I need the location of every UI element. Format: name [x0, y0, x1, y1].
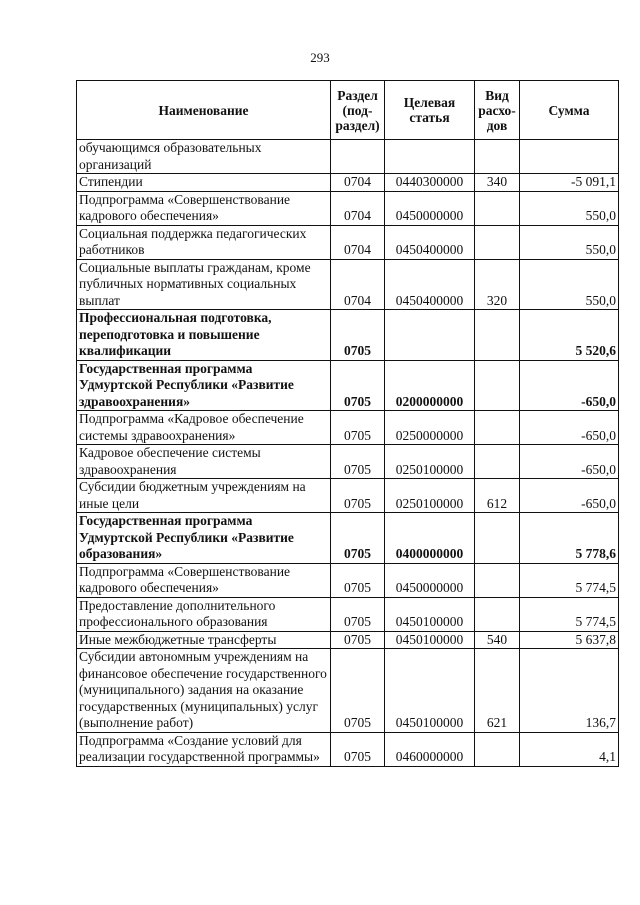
row-expense-type-cell: [475, 563, 520, 597]
row-section-cell: 0705: [331, 445, 385, 479]
table-row: [77, 732, 619, 766]
table-row: [77, 563, 619, 597]
row-expense-type-cell: [475, 513, 520, 564]
table-row: [77, 513, 619, 564]
budget-table: [76, 80, 619, 767]
table-row: [77, 597, 619, 631]
table-row: [77, 225, 619, 259]
row-amount-cell: 5 637,8: [520, 631, 619, 649]
row-amount-cell: -650,0: [520, 360, 619, 411]
row-name-cell: Субсидии бюджетным учреждениям на иные цели: [77, 479, 331, 513]
row-article-cell: 0450400000: [385, 225, 475, 259]
row-name-cell: Иные межбюджетные трансферты: [77, 631, 331, 649]
table-row: [77, 191, 619, 225]
row-section-cell: 0705: [331, 563, 385, 597]
row-amount-cell: 5 774,5: [520, 597, 619, 631]
page-number: 293: [310, 50, 330, 65]
row-section-cell: 0705: [331, 360, 385, 411]
row-section-cell: 0704: [331, 259, 385, 310]
row-name-cell: Государственная программа Удмуртской Республики «Развитие здравоохранения»: [77, 360, 331, 411]
row-name-cell: Профессиональная подготовка, переподготовка и повышение квалификации: [77, 310, 331, 361]
row-expense-type-cell: 340: [475, 174, 520, 192]
row-section-cell: 0705: [331, 597, 385, 631]
row-expense-type-cell: [475, 597, 520, 631]
row-amount-cell: 136,7: [520, 649, 619, 733]
row-article-cell: [385, 140, 475, 174]
row-section-cell: 0705: [331, 479, 385, 513]
row-section-cell: 0704: [331, 191, 385, 225]
row-name-cell: Субсидии автономным учреждениям на финансовое обеспечение государственного (муниципального) задания на оказание государственных (муниципальных) услуг (выполнение работ): [77, 649, 331, 733]
row-expense-type-cell: [475, 732, 520, 766]
row-expense-type-cell: 621: [475, 649, 520, 733]
table-row: [77, 140, 619, 174]
row-amount-cell: -650,0: [520, 479, 619, 513]
row-name-cell: Предоставление дополнительного профессионального образования: [77, 597, 331, 631]
row-amount-cell: [520, 140, 619, 174]
row-expense-type-cell: [475, 310, 520, 361]
table-row: [77, 411, 619, 445]
row-article-cell: 0450000000: [385, 563, 475, 597]
header-name: Наименование: [77, 81, 331, 140]
table-row: [77, 649, 619, 733]
row-name-cell: Подпрограмма «Совершенствование кадрового обеспечения»: [77, 191, 331, 225]
row-expense-type-cell: [475, 360, 520, 411]
row-amount-cell: 5 778,6: [520, 513, 619, 564]
row-article-cell: 0450100000: [385, 631, 475, 649]
row-article-cell: 0450100000: [385, 649, 475, 733]
row-article-cell: 0250100000: [385, 445, 475, 479]
row-amount-cell: 5 520,6: [520, 310, 619, 361]
row-article-cell: 0400000000: [385, 513, 475, 564]
table-header-row: [77, 81, 619, 140]
row-name-cell: Социальные выплаты гражданам, кроме публичных нормативных социальных выплат: [77, 259, 331, 310]
row-amount-cell: 4,1: [520, 732, 619, 766]
row-name-cell: Подпрограмма «Кадровое обеспечение системы здравоохранения»: [77, 411, 331, 445]
row-section-cell: 0704: [331, 225, 385, 259]
row-name-cell: Кадровое обеспечение системы здравоохранения: [77, 445, 331, 479]
table-row: [77, 445, 619, 479]
row-article-cell: 0250100000: [385, 479, 475, 513]
row-name-cell: Государственная программа Удмуртской Республики «Развитие образования»: [77, 513, 331, 564]
row-expense-type-cell: [475, 445, 520, 479]
table-row: [77, 360, 619, 411]
row-name-cell: Подпрограмма «Совершенствование кадрового обеспечения»: [77, 563, 331, 597]
row-expense-type-cell: [475, 225, 520, 259]
row-section-cell: 0705: [331, 310, 385, 361]
row-name-cell: Стипендии: [77, 174, 331, 192]
row-amount-cell: 550,0: [520, 191, 619, 225]
row-section-cell: 0705: [331, 411, 385, 445]
row-amount-cell: -650,0: [520, 411, 619, 445]
row-article-cell: 0460000000: [385, 732, 475, 766]
table-row: [77, 631, 619, 649]
row-article-cell: 0450000000: [385, 191, 475, 225]
row-amount-cell: -650,0: [520, 445, 619, 479]
row-article-cell: [385, 310, 475, 361]
row-section-cell: 0705: [331, 631, 385, 649]
row-expense-type-cell: 612: [475, 479, 520, 513]
header-amount: Сумма: [520, 81, 619, 140]
table-row: [77, 259, 619, 310]
row-expense-type-cell: [475, 191, 520, 225]
row-expense-type-cell: 320: [475, 259, 520, 310]
header-article: Целевая статья: [385, 81, 475, 140]
row-section-cell: 0705: [331, 513, 385, 564]
row-amount-cell: 550,0: [520, 225, 619, 259]
row-amount-cell: -5 091,1: [520, 174, 619, 192]
header-expense-type: Вид расхо-дов: [475, 81, 520, 140]
row-section-cell: 0704: [331, 174, 385, 192]
row-name-cell: Социальная поддержка педагогических работников: [77, 225, 331, 259]
header-section: Раздел (под-раздел): [331, 81, 385, 140]
row-article-cell: 0250000000: [385, 411, 475, 445]
row-expense-type-cell: 540: [475, 631, 520, 649]
row-name-cell: обучающимся образовательных организаций: [77, 140, 331, 174]
row-section-cell: [331, 140, 385, 174]
row-name-cell: Подпрограмма «Создание условий для реализации государственной программы»: [77, 732, 331, 766]
table-row: [77, 174, 619, 192]
row-expense-type-cell: [475, 411, 520, 445]
row-amount-cell: 550,0: [520, 259, 619, 310]
row-section-cell: 0705: [331, 649, 385, 733]
row-section-cell: 0705: [331, 732, 385, 766]
row-article-cell: 0440300000: [385, 174, 475, 192]
row-expense-type-cell: [475, 140, 520, 174]
table-row: [77, 310, 619, 361]
row-article-cell: 0450400000: [385, 259, 475, 310]
table-row: [77, 479, 619, 513]
row-article-cell: 0450100000: [385, 597, 475, 631]
row-article-cell: 0200000000: [385, 360, 475, 411]
row-amount-cell: 5 774,5: [520, 563, 619, 597]
